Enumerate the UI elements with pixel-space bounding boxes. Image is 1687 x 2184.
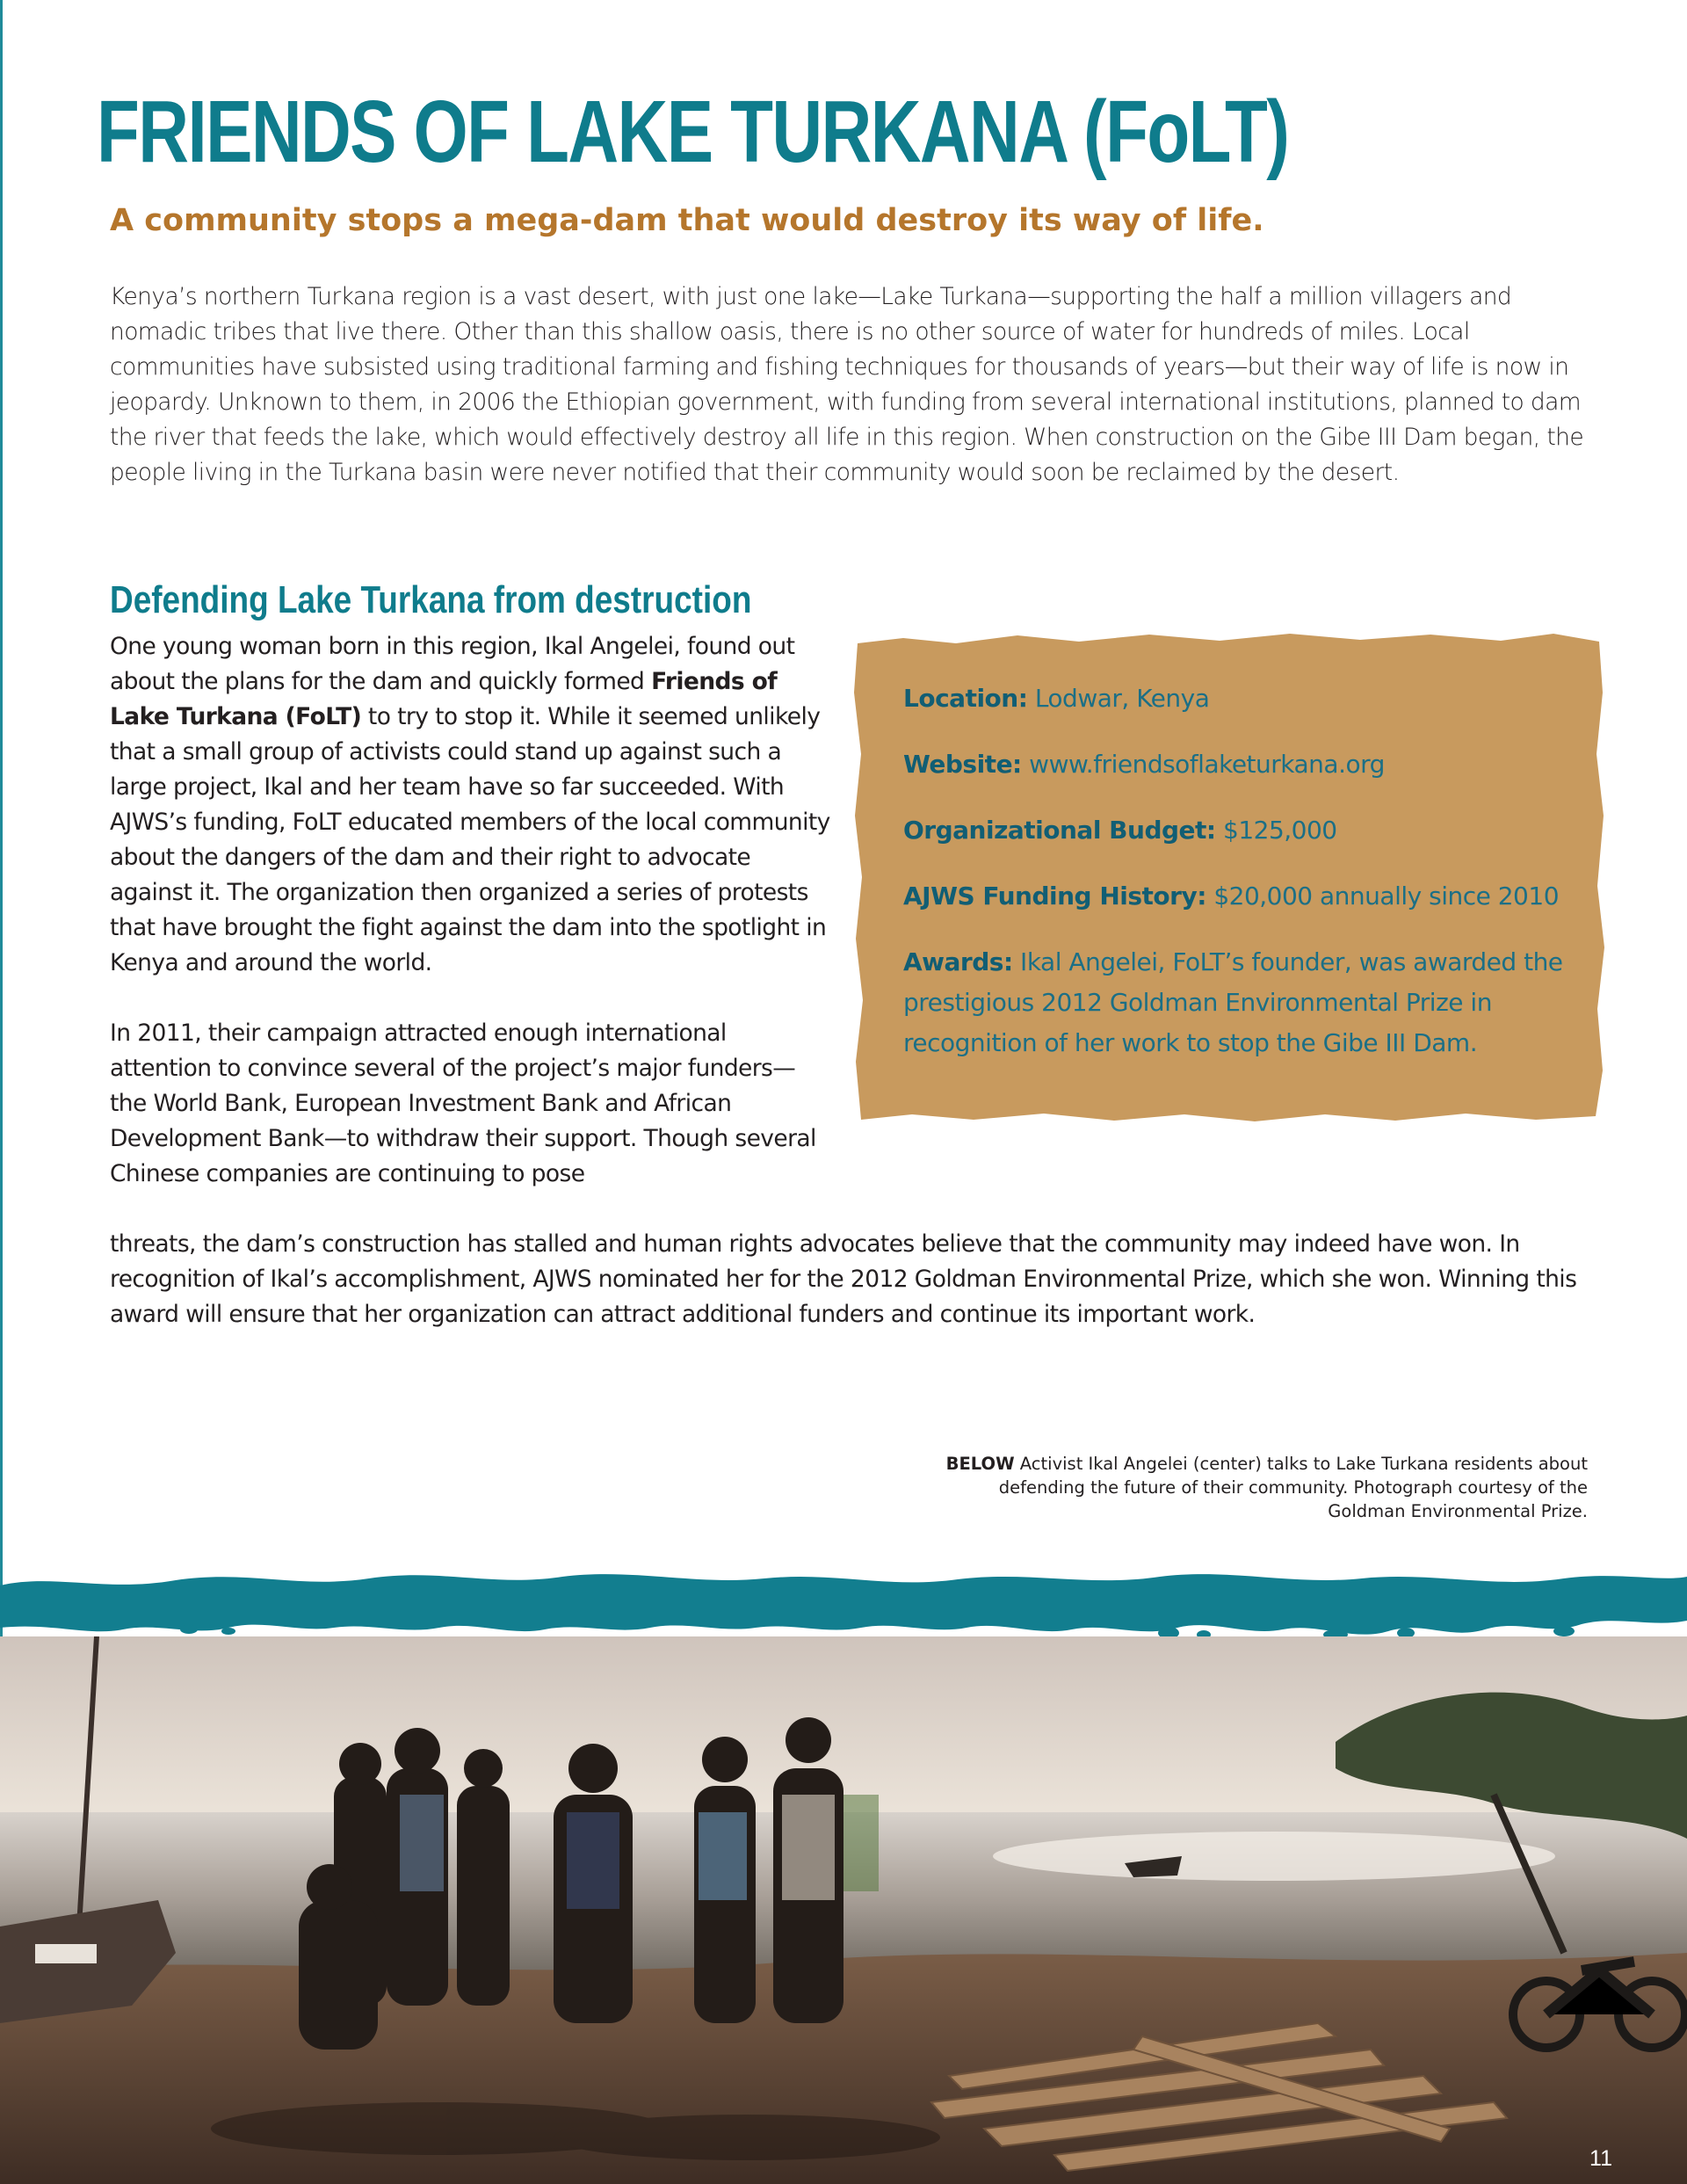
fact-funding-history	[903, 876, 1571, 917]
fact-website	[903, 744, 1571, 785]
lake-turkana-photo	[0, 1636, 1687, 2184]
fact-label: AJWS Funding History:	[903, 882, 1206, 911]
caption-label: BELOW	[945, 1454, 1015, 1474]
page-title: FRIENDS OF LAKE TURKANA (FoLT)	[97, 83, 1289, 181]
fact-label: Website:	[903, 750, 1022, 779]
photo-caption	[920, 1452, 1588, 1523]
body-paragraph-1	[110, 629, 830, 981]
caption-text: Activist Ikal Angelei (center) talks to Lake Turkana residents about defending the future of their community. Photograph courtesy of the Goldman Environmental Prize.	[998, 1454, 1588, 1521]
website-link[interactable]: www.friendsoflaketurkana.org	[1021, 750, 1385, 779]
body-paragraph-2-continued: threats, the dam’s construction has stalled and human rights advocates believe that the community may indeed have won. In recognition of Ikal’s accomplishment, AJWS nominated her for the 2012 Goldman Environmental Prize, which she won. Winning this award will ensure that her organization can attract additional funders and continue its important work.	[110, 1230, 1577, 1328]
fact-budget	[903, 810, 1571, 851]
fact-value: $125,000	[1215, 816, 1337, 845]
fact-value: Lodwar, Kenya	[1027, 684, 1210, 713]
fact-label: Organizational Budget:	[903, 816, 1216, 845]
intro-paragraph: Kenya’s northern Turkana region is a vast desert, with just one lake—Lake Turkana—supporting the half a million villagers and nomadic tribes that live there. Other than this shallow oasis, there is no other source of water for hundreds of miles. Local communities have subsisted using traditional farming and fishing techniques for thousands of years—but their way of life is now in jeopardy. Unknown to them, in 2006 the Ethiopian government, with funding from several international institutions, planned to dam the river that feeds the lake, which would effectively destroy all life in this region. When construction on the Gibe III Dam began, the people living in the Turkana basin were never notified that their community would soon be reclaimed by the desert.	[110, 283, 1584, 486]
page-number: 11	[1589, 2146, 1612, 2171]
fact-value: $20,000 annually since 2010	[1206, 882, 1560, 911]
fact-value: Ikal Angelei, FoLT’s founder, was awarded the prestigious 2012 Goldman Environmental Prize in recognition of her work to stop the Gibe III Dam.	[903, 947, 1563, 1057]
body-paragraph-2: In 2011, their campaign attracted enough international attention to convince several of the project’s major funders—the World Bank, European Investment Bank and African Development Bank—to withdraw their support. Though several Chinese companies are continuing to pose	[110, 1019, 816, 1187]
body-column	[110, 629, 830, 1192]
fact-list	[903, 678, 1571, 1089]
left-edge-rule	[0, 0, 3, 1643]
org-name-bold: Friends of Lake Turkana (FoLT)	[110, 668, 778, 730]
fact-box	[851, 631, 1606, 1123]
wave-divider	[0, 1566, 1687, 1645]
page-subtitle: A community stops a mega-dam that would destroy its way of life.	[110, 203, 1264, 238]
body-text: One young woman born in this region, Ikal Angelei, found out about the plans for the dam and quickly formed	[110, 633, 795, 695]
photo-illustration	[0, 1636, 1687, 2184]
fact-label: Awards:	[903, 947, 1013, 976]
fact-label: Location:	[903, 684, 1028, 713]
section-heading: Defending Lake Turkana from destruction	[110, 578, 752, 621]
fact-awards	[903, 942, 1571, 1063]
fact-location	[903, 678, 1571, 719]
body-text: to try to stop it. While it seemed unlikely that a small group of activists could stand up against such a large project, Ikal and her team have so far succeeded. With AJWS’s funding, FoLT educated members of the local community about the dangers of the dam and their right to advocate against it. The organization then organized a series of protests that have brought the fight against the dam into the spotlight in Kenya and around the world.	[110, 703, 830, 976]
